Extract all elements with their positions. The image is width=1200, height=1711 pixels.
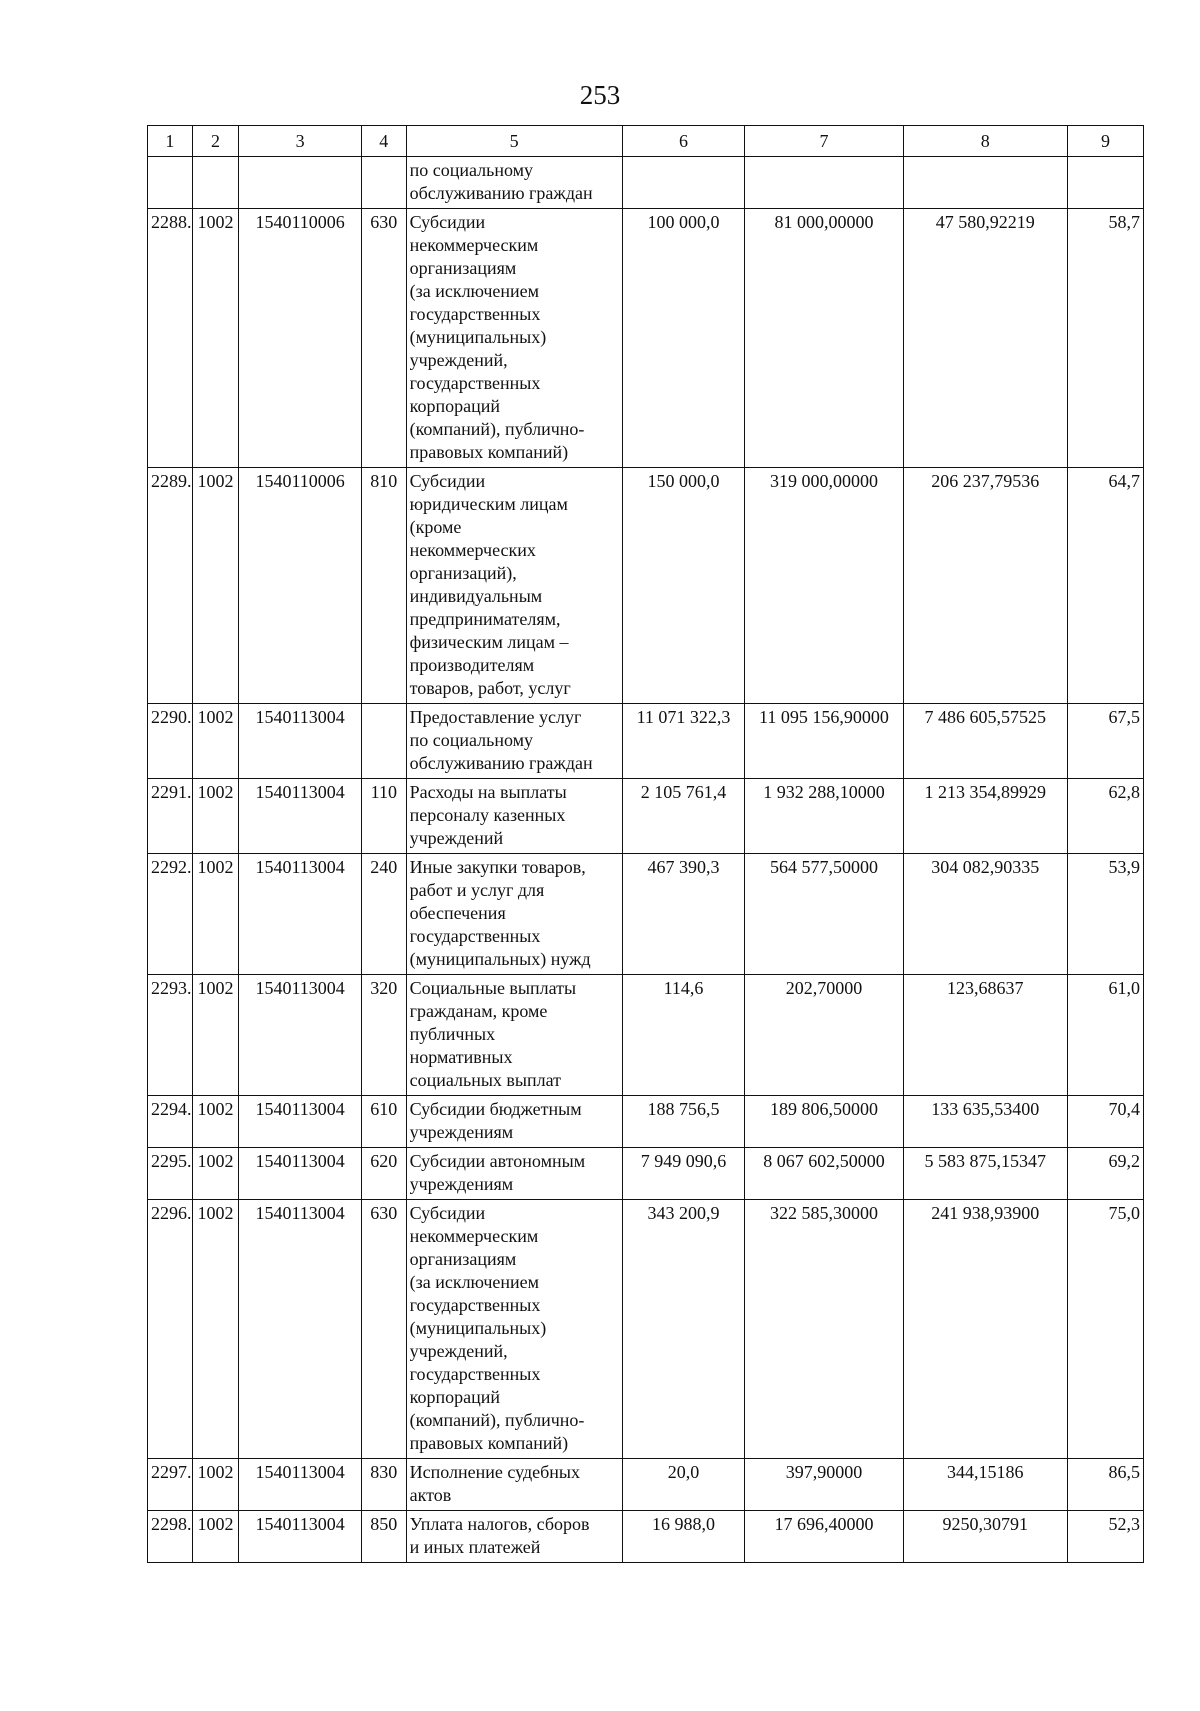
value-col-7: 11 095 156,90000 <box>745 704 903 779</box>
page-number: 253 <box>579 80 621 110</box>
expense-type-code: 630 <box>361 209 406 468</box>
row-number: 2297. <box>148 1459 193 1511</box>
row-description: Субсидии бюджетным учреждениям <box>406 1096 622 1148</box>
row-description: Субсидии некоммерческим организациям (за исключением государственных (муниципальных) учреждений, государственных корпораций (компаний), публично- правовых компаний) <box>406 209 622 468</box>
expense-type-code <box>361 704 406 779</box>
expense-type-code: 830 <box>361 1459 406 1511</box>
value-col-6: 7 949 090,6 <box>622 1148 745 1200</box>
value-col-6: 114,6 <box>622 975 745 1096</box>
value-col-8: 133 635,53400 <box>903 1096 1067 1148</box>
column-header: 1 <box>148 126 193 157</box>
percent-col-9: 52,3 <box>1067 1511 1143 1563</box>
row-number: 2290. <box>148 704 193 779</box>
target-article-code: 1540110006 <box>239 468 362 704</box>
value-col-7: 319 000,00000 <box>745 468 903 704</box>
table-row <box>148 209 1144 468</box>
value-col-8: 7 486 605,57525 <box>903 704 1067 779</box>
continuation-row <box>148 157 1144 209</box>
value-col-6: 20,0 <box>622 1459 745 1511</box>
column-header: 5 <box>406 126 622 157</box>
table-cell <box>745 157 903 209</box>
expense-type-code: 810 <box>361 468 406 704</box>
row-description: Субсидии некоммерческим организациям (за исключением государственных (муниципальных) учреждений, государственных корпораций (компаний), публично- правовых компаний) <box>406 1200 622 1459</box>
value-col-8: 47 580,92219 <box>903 209 1067 468</box>
section-code: 1002 <box>192 1096 239 1148</box>
percent-col-9: 61,0 <box>1067 975 1143 1096</box>
table-row <box>148 468 1144 704</box>
percent-col-9: 67,5 <box>1067 704 1143 779</box>
value-col-7: 202,70000 <box>745 975 903 1096</box>
target-article-code: 1540113004 <box>239 1511 362 1563</box>
row-number: 2289. <box>148 468 193 704</box>
section-code: 1002 <box>192 975 239 1096</box>
column-header: 6 <box>622 126 745 157</box>
target-article-code: 1540113004 <box>239 854 362 975</box>
table-row <box>148 779 1144 854</box>
row-description: Уплата налогов, сборов и иных платежей <box>406 1511 622 1563</box>
value-col-8: 123,68637 <box>903 975 1067 1096</box>
section-code: 1002 <box>192 1200 239 1459</box>
expense-type-code: 620 <box>361 1148 406 1200</box>
value-col-6: 343 200,9 <box>622 1200 745 1459</box>
value-col-7: 564 577,50000 <box>745 854 903 975</box>
table-cell <box>361 157 406 209</box>
value-col-6: 2 105 761,4 <box>622 779 745 854</box>
row-number: 2298. <box>148 1511 193 1563</box>
section-code: 1002 <box>192 1148 239 1200</box>
percent-col-9: 62,8 <box>1067 779 1143 854</box>
section-code: 1002 <box>192 779 239 854</box>
column-header: 2 <box>192 126 239 157</box>
table-row <box>148 1511 1144 1563</box>
expense-type-code: 850 <box>361 1511 406 1563</box>
table-cell <box>1067 157 1143 209</box>
value-col-7: 189 806,50000 <box>745 1096 903 1148</box>
table-row <box>148 704 1144 779</box>
value-col-8: 304 082,90335 <box>903 854 1067 975</box>
percent-col-9: 70,4 <box>1067 1096 1143 1148</box>
section-code: 1002 <box>192 209 239 468</box>
table-cell <box>148 157 193 209</box>
column-header: 9 <box>1067 126 1143 157</box>
value-col-6: 11 071 322,3 <box>622 704 745 779</box>
table-row <box>148 854 1144 975</box>
value-col-7: 8 067 602,50000 <box>745 1148 903 1200</box>
section-code: 1002 <box>192 468 239 704</box>
budget-table <box>147 125 1144 1563</box>
value-col-7: 1 932 288,10000 <box>745 779 903 854</box>
value-col-6: 188 756,5 <box>622 1096 745 1148</box>
percent-col-9: 64,7 <box>1067 468 1143 704</box>
column-header: 7 <box>745 126 903 157</box>
target-article-code: 1540113004 <box>239 779 362 854</box>
target-article-code: 1540113004 <box>239 1459 362 1511</box>
value-col-6: 16 988,0 <box>622 1511 745 1563</box>
row-description: Предоставление услуг по социальному обслуживанию граждан <box>406 704 622 779</box>
target-article-code: 1540110006 <box>239 209 362 468</box>
table-row <box>148 1096 1144 1148</box>
section-code: 1002 <box>192 1511 239 1563</box>
column-number-header-row <box>148 126 1144 157</box>
value-col-8: 5 583 875,15347 <box>903 1148 1067 1200</box>
row-description: Исполнение судебных актов <box>406 1459 622 1511</box>
target-article-code: 1540113004 <box>239 704 362 779</box>
value-col-8: 206 237,79536 <box>903 468 1067 704</box>
row-number: 2295. <box>148 1148 193 1200</box>
percent-col-9: 86,5 <box>1067 1459 1143 1511</box>
table-cell <box>622 157 745 209</box>
target-article-code: 1540113004 <box>239 1096 362 1148</box>
section-code: 1002 <box>192 854 239 975</box>
value-col-8: 9250,30791 <box>903 1511 1067 1563</box>
value-col-6: 100 000,0 <box>622 209 745 468</box>
row-description: Социальные выплаты гражданам, кроме публичных нормативных социальных выплат <box>406 975 622 1096</box>
table-row <box>148 1459 1144 1511</box>
value-col-7: 17 696,40000 <box>745 1511 903 1563</box>
row-number: 2294. <box>148 1096 193 1148</box>
table-cell <box>903 157 1067 209</box>
table-row <box>148 1148 1144 1200</box>
percent-col-9: 53,9 <box>1067 854 1143 975</box>
row-number: 2291. <box>148 779 193 854</box>
expense-type-code: 610 <box>361 1096 406 1148</box>
table-row <box>148 975 1144 1096</box>
expense-type-code: 630 <box>361 1200 406 1459</box>
row-description: Расходы на выплаты персоналу казенных учреждений <box>406 779 622 854</box>
value-col-8: 241 938,93900 <box>903 1200 1067 1459</box>
row-number: 2288. <box>148 209 193 468</box>
percent-col-9: 69,2 <box>1067 1148 1143 1200</box>
expense-type-code: 110 <box>361 779 406 854</box>
column-header: 8 <box>903 126 1067 157</box>
table-row <box>148 1200 1144 1459</box>
target-article-code: 1540113004 <box>239 1200 362 1459</box>
table-cell <box>192 157 239 209</box>
section-code: 1002 <box>192 704 239 779</box>
value-col-7: 397,90000 <box>745 1459 903 1511</box>
row-number: 2292. <box>148 854 193 975</box>
section-code: 1002 <box>192 1459 239 1511</box>
row-description: Субсидии юридическим лицам (кроме некоммерческих организаций), индивидуальным предпринимателям, физическим лицам – производителям товаров, работ, услуг <box>406 468 622 704</box>
row-description: Субсидии автономным учреждениям <box>406 1148 622 1200</box>
table-cell <box>239 157 362 209</box>
value-col-6: 150 000,0 <box>622 468 745 704</box>
target-article-code: 1540113004 <box>239 1148 362 1200</box>
value-col-7: 322 585,30000 <box>745 1200 903 1459</box>
continuation-description: по социальному обслуживанию граждан <box>406 157 622 209</box>
percent-col-9: 75,0 <box>1067 1200 1143 1459</box>
value-col-8: 1 213 354,89929 <box>903 779 1067 854</box>
column-header: 3 <box>239 126 362 157</box>
expense-type-code: 320 <box>361 975 406 1096</box>
column-header: 4 <box>361 126 406 157</box>
value-col-8: 344,15186 <box>903 1459 1067 1511</box>
expense-type-code: 240 <box>361 854 406 975</box>
target-article-code: 1540113004 <box>239 975 362 1096</box>
value-col-7: 81 000,00000 <box>745 209 903 468</box>
row-number: 2296. <box>148 1200 193 1459</box>
row-number: 2293. <box>148 975 193 1096</box>
value-col-6: 467 390,3 <box>622 854 745 975</box>
row-description: Иные закупки товаров, работ и услуг для обеспечения государственных (муниципальных) нужд <box>406 854 622 975</box>
percent-col-9: 58,7 <box>1067 209 1143 468</box>
